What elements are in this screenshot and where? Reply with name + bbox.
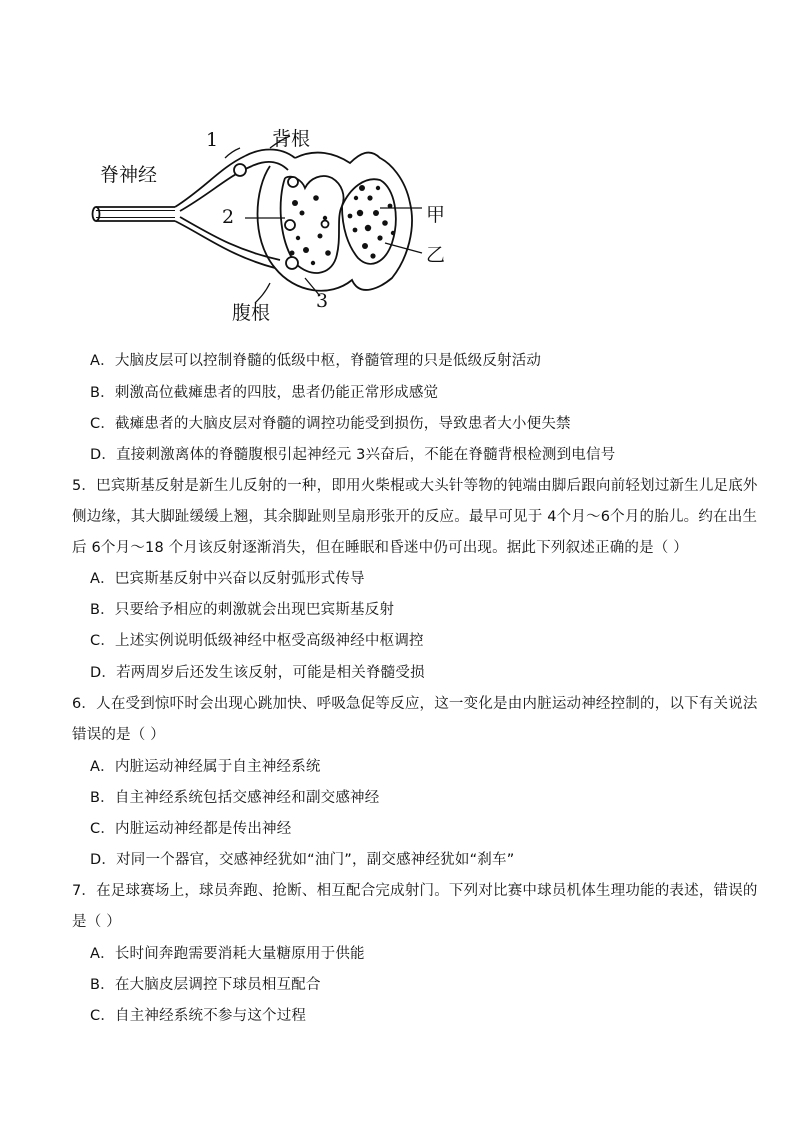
label-yi: 乙	[426, 244, 446, 266]
q4-option-b: B．刺激高位截瘫患者的四肢，患者仍能正常形成感觉	[90, 385, 439, 401]
spinal-cord-figure	[80, 118, 460, 338]
q4-option-a: A．大脑皮层可以控制脊髓的低级中枢，脊髓管理的只是低级反射活动	[90, 353, 542, 369]
label-jia: 甲	[426, 204, 446, 226]
q6-option-b: B．自主神经系统包括交感神经和副交感神经	[90, 790, 380, 806]
label-neuron-1: 1	[206, 129, 219, 151]
q7-option-c: C．自主神经系统不参与这个过程	[90, 1008, 307, 1024]
q5-option-a: A．巴宾斯基反射中兴奋以反射弧形式传导	[90, 571, 365, 587]
label-neuron-2: 2	[222, 206, 235, 228]
q5-option-d: D．若两周岁后还发生该反射，可能是相关脊髓受损	[90, 665, 425, 681]
neuron-dorsal-body	[288, 177, 298, 187]
q5-stem-line-1: 5．巴宾斯基反射是新生儿反射的一种，即用火柴棍或大头针等物的钝端由脚后跟向前轻划过新生儿足底外	[72, 478, 758, 494]
label-spinal-nerve: 脊神经	[100, 164, 158, 186]
q6-option-d: D．对同一个器官，交感神经犹如“油门”，副交感神经犹如“刹车”	[90, 852, 515, 868]
q7-stem-line-2: 是（ ）	[72, 914, 121, 930]
q6-stem-line-2: 错误的是（ ）	[72, 727, 166, 743]
q6-stem-line-1: 6．人在受到惊吓时会出现心跳加快、呼吸急促等反应，这一变化是由内脏运动神经控制的，以下有关说法	[72, 696, 758, 712]
label-dorsal-root: 背根	[272, 128, 311, 150]
q5-stem-line-3: 后 6个月～18 个月该反射逐渐消失，但在睡眠和昏迷中仍可出现。据此下列叙述正确的是（ ）	[72, 540, 688, 556]
q4-option-c: C．截瘫患者的大脑皮层对脊髓的调控功能受到损伤，导致患者大小便失禁	[90, 416, 571, 432]
q4-option-d: D．直接刺激离体的脊髓腹根引起神经元 3兴奋后，不能在脊髓背根检测到电信号	[90, 447, 616, 463]
q7-option-b: B．在大脑皮层调控下球员相互配合	[90, 977, 321, 993]
q7-stem-line-1: 7．在足球赛场上，球员奔跑、抢断、相互配合完成射门。下列对比赛中球员机体生理功能的表述，错误的	[72, 883, 758, 899]
neuron-1-body	[234, 164, 246, 176]
q7-option-a: A．长时间奔跑需要消耗大量糖原用于供能	[90, 946, 365, 962]
q6-option-c: C．内脏运动神经都是传出神经	[90, 821, 292, 837]
label-ventral-root: 腹根	[232, 302, 271, 324]
q6-option-a: A．内脏运动神经属于自主神经系统	[90, 759, 321, 775]
neuron-2-body	[285, 220, 295, 230]
q5-option-b: B．只要给予相应的刺激就会出现巴宾斯基反射	[90, 602, 395, 618]
q5-option-c: C．上述实例说明低级神经中枢受高级神经中枢调控	[90, 633, 424, 649]
q5-stem-line-2: 侧边缘，其大脚趾缓缓上翘，其余脚趾则呈扇形张开的反应。最早可见于 4个月～6个月的胎儿。约在出生	[72, 509, 758, 525]
neuron-3-body	[286, 257, 298, 269]
label-neuron-3: 3	[316, 290, 329, 312]
